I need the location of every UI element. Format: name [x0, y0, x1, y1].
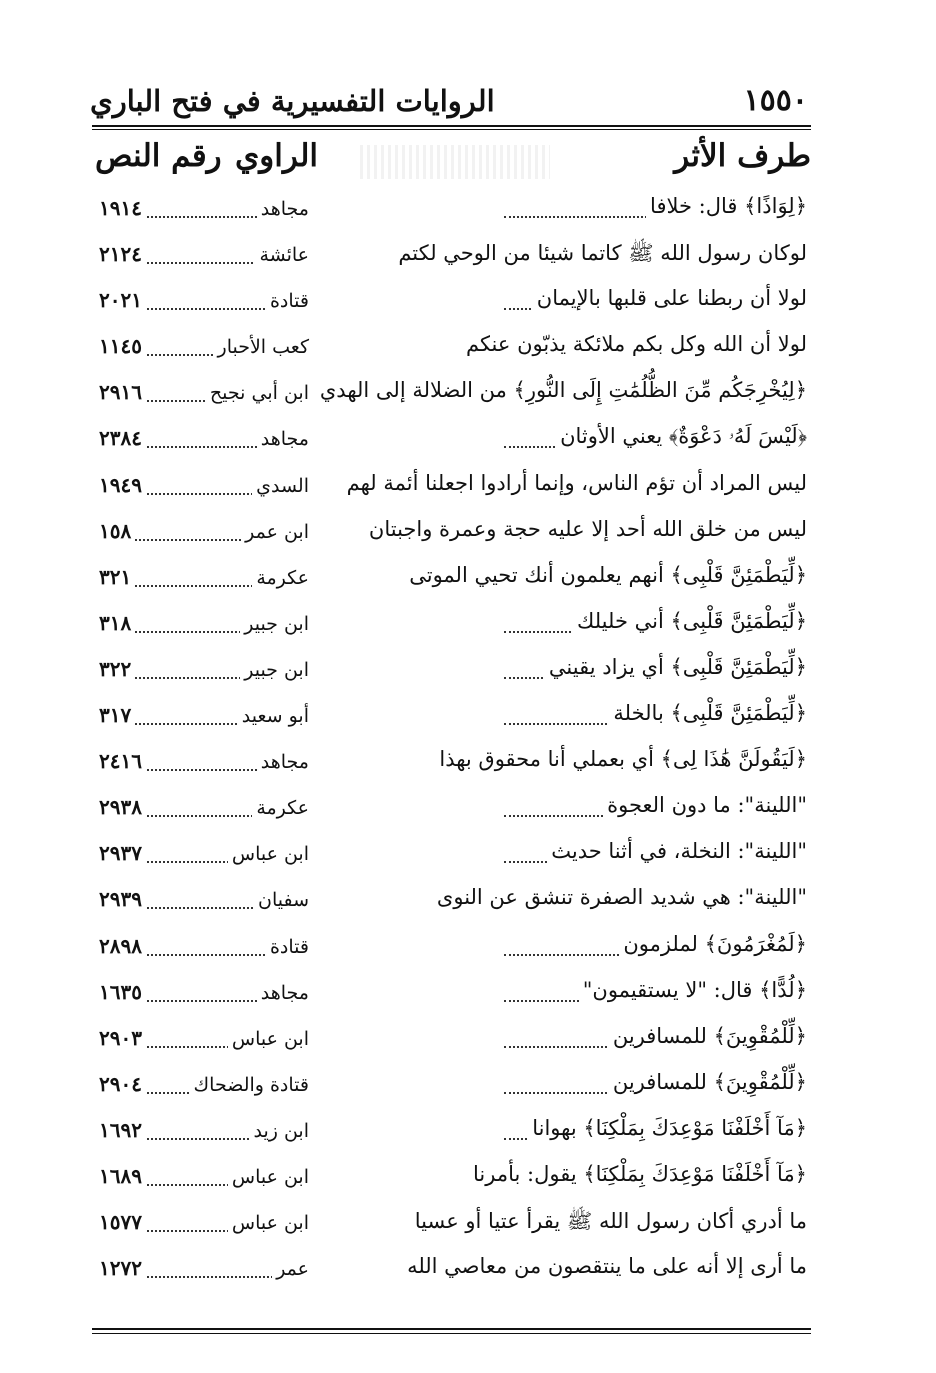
- entry-number: ٢٤١٦: [95, 749, 146, 773]
- index-entry: [95, 603, 811, 649]
- index-entry: [95, 1064, 811, 1110]
- entry-narrator: مجاهد: [257, 751, 313, 773]
- entry-text: ﴿لُدًّا﴾ قال: "لا يستقيمون": [579, 978, 811, 1002]
- footer-rule: [92, 1328, 811, 1330]
- entry-number: ٢٣٨٤: [95, 426, 146, 450]
- entry-narrator: ابن عباس: [228, 1212, 313, 1234]
- running-header: [90, 70, 808, 118]
- entry-narrator: قتادة: [266, 290, 313, 312]
- entry-narrator: ابن عباس: [228, 1166, 313, 1188]
- entry-text: لولا أن ربطنا على قلبها بالإيمان: [533, 286, 811, 310]
- index-entry: [95, 879, 811, 925]
- entry-number: ١٥٨: [95, 519, 135, 543]
- index-entries: [95, 188, 811, 1294]
- page-number: ١٥٥٠: [743, 83, 808, 118]
- entry-number: ١٥٧٧: [95, 1210, 146, 1234]
- entry-number: ١٦٣٥: [95, 980, 146, 1004]
- entry-text: ﴿لِّلْمُقْوِينَ﴾ للمسافرين: [609, 1024, 811, 1048]
- entry-number: ١٩٤٩: [95, 473, 146, 497]
- entry-text: لوكان رسول الله ﷺ كاتما شيئا من الوحي لكتم: [394, 240, 811, 271]
- entry-narrator: سفيان: [254, 889, 313, 911]
- entry-number: ٢٩٠٣: [95, 1026, 146, 1050]
- column-header-text: طرف الأثر: [674, 138, 811, 174]
- index-entry: [95, 1156, 811, 1202]
- footer-rule-thin: [92, 1333, 811, 1334]
- index-entry: [95, 188, 811, 234]
- entry-text: ﴿لَمُغْرَمُونَ﴾ لملزمون: [619, 932, 811, 956]
- entry-text: ليس المراد أن تؤم الناس، وإنما أرادوا اجعلنا أئمة لهم: [343, 471, 811, 495]
- entry-narrator: ابن عمر: [241, 521, 313, 543]
- entry-number: ٢٨٩٨: [95, 934, 146, 958]
- header-rule-thin: [92, 129, 811, 130]
- entry-narrator: قتادة والضحاك: [190, 1074, 314, 1096]
- entry-number: ١٦٩٢: [95, 1118, 146, 1142]
- entry-text: ما أرى إلا أنه على ما ينتقصون من معاصي الله: [403, 1254, 811, 1278]
- index-entry: [95, 695, 811, 741]
- entry-text: ﴿لِوَاذًا﴾ قال: خلافا: [646, 194, 811, 218]
- entry-text: ﴿لِّيَطْمَئِنَّ قَلْبِى﴾ بالخلة: [609, 701, 811, 725]
- index-entry: [95, 557, 811, 603]
- entry-number: ٢٩٣٩: [95, 887, 146, 911]
- entry-number: ٢١٢٤: [95, 242, 146, 266]
- entry-narrator: مجاهد: [257, 198, 313, 220]
- index-entry: [95, 833, 811, 879]
- index-entry: [95, 372, 811, 418]
- entry-number: ١١٤٥: [95, 334, 146, 358]
- column-header-number: رقم النص: [95, 138, 222, 174]
- entry-text: ﴿لَيْسَ لَهُۥ دَعْوَةٌ﴾ يعني الأوثان: [556, 424, 811, 449]
- entry-text: ليس من خلق الله أحد إلا عليه حجة وعمرة واجبتان: [365, 517, 811, 541]
- column-header-narrator: الراوي: [235, 138, 319, 174]
- entry-narrator: ابن زيد: [249, 1120, 313, 1142]
- entry-narrator: مجاهد: [257, 428, 313, 450]
- entry-number: ٣١٧: [95, 703, 135, 727]
- entry-number: ١٦٨٩: [95, 1164, 146, 1188]
- entry-narrator: عائشة: [255, 244, 313, 266]
- entry-text: لولا أن الله وكل بكم ملائكة يذبّون عنكم: [462, 332, 811, 356]
- entry-text: ﴿لِّيَطْمَئِنَّ قَلْبِى﴾ أنهم يعلمون أنك تحيي الموتى: [405, 563, 811, 587]
- entry-narrator: ابن عباس: [228, 1028, 313, 1050]
- index-entry: [95, 511, 811, 557]
- column-headers: [95, 138, 811, 188]
- entry-text: ﴿لَيَقُولَنَّ هَٰذَا لِى﴾ أي بعملي أنا محقوق بهذا: [435, 747, 811, 771]
- index-entry: [95, 741, 811, 787]
- book-title: الروايات التفسيرية في فتح الباري: [90, 84, 495, 118]
- entry-text: "اللينة": ما دون العجوة: [603, 793, 811, 817]
- entry-text: ﴿لِّيَطْمَئِنَّ قَلْبِى﴾ أني خليلك: [573, 609, 811, 633]
- entry-number: ٣١٨: [95, 611, 135, 635]
- entry-narrator: ابن أبي نجيح: [206, 382, 313, 404]
- index-entry: [95, 418, 811, 464]
- entry-narrator: ابن جبير: [240, 659, 313, 681]
- entry-narrator: قتادة: [266, 936, 313, 958]
- entry-text: ﴿لِّلْمُقْوِينَ﴾ للمسافرين: [609, 1070, 811, 1094]
- entry-number: ٣٢٢: [95, 657, 135, 681]
- entry-text: ﴿مَآ أَخْلَفْنَا مَوْعِدَكَ بِمَلْكِنَا﴾ بهوانا: [528, 1116, 811, 1140]
- entry-text: "اللينة": هي شديد الصفرة تنشق عن النوى: [433, 885, 811, 909]
- index-entry: [95, 972, 811, 1018]
- entry-number: ٢٩١٦: [95, 380, 146, 404]
- entry-text: ﴿لِيُخْرِجَكُم مِّنَ الظُّلُمَٰتِ إِلَى النُّورِ﴾ من الضلالة إلى الهدي: [316, 378, 811, 402]
- entry-number: ٢٩٠٤: [95, 1072, 146, 1096]
- entry-narrator: ابن جبير: [240, 613, 313, 635]
- entry-text: ﴿مَآ أَخْلَفْنَا مَوْعِدَكَ بِمَلْكِنَا﴾ يقول: بأمرنا: [469, 1162, 811, 1186]
- entry-number: ١٩١٤: [95, 196, 146, 220]
- entry-narrator: عكرمة: [252, 567, 313, 589]
- entry-number: ٣٢١: [95, 565, 135, 589]
- entry-narrator: مجاهد: [257, 982, 313, 1004]
- index-entry: [95, 787, 811, 833]
- entry-narrator: عكرمة: [252, 797, 313, 819]
- entry-number: ٢٠٢١: [95, 288, 146, 312]
- entry-narrator: كعب الأحبار: [214, 336, 313, 358]
- entry-narrator: ابن عباس: [228, 843, 313, 865]
- index-entry: [95, 649, 811, 695]
- entry-text: "اللينة": النخلة، في أثنا حديث: [547, 839, 811, 863]
- index-entry: [95, 1018, 811, 1064]
- entry-narrator: عمر: [272, 1258, 313, 1280]
- index-entry: [95, 1248, 811, 1294]
- index-entry: [95, 1110, 811, 1156]
- index-entry: [95, 326, 811, 372]
- index-entry: [95, 234, 811, 280]
- entry-narrator: السدي: [252, 475, 313, 497]
- index-entry: [95, 280, 811, 326]
- entry-number: ٢٩٣٧: [95, 841, 146, 865]
- entry-number: ١٢٧٢: [95, 1256, 146, 1280]
- entry-narrator: أبو سعيد: [238, 705, 313, 727]
- index-entry: [95, 1202, 811, 1248]
- entry-number: ٢٩٣٨: [95, 795, 146, 819]
- entry-text: ما أدري أكان رسول الله ﷺ يقرأ عتيا أو عسيا: [411, 1208, 811, 1239]
- index-entry: [95, 465, 811, 511]
- index-entry: [95, 926, 811, 972]
- header-rule: [92, 125, 811, 127]
- entry-text: ﴿لِّيَطْمَئِنَّ قَلْبِى﴾ أي يزاد يقيني: [545, 655, 811, 679]
